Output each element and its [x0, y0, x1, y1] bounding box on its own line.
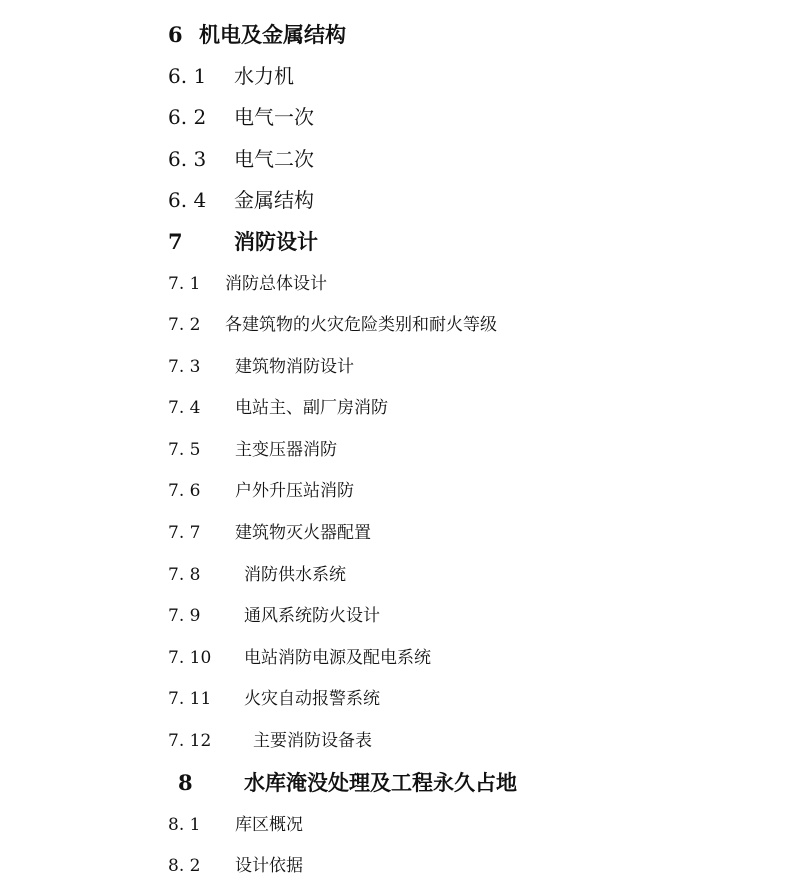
- toc-entry-number: 6. 2: [168, 105, 207, 129]
- toc-entry-title: 消防总体设计: [225, 274, 327, 294]
- toc-entry-title: 库区概况: [235, 815, 303, 835]
- toc-entry-number: 6. 3: [168, 147, 207, 171]
- toc-entry-title: 电站主、副厂房消防: [235, 398, 388, 418]
- toc-entry-number: 7. 9: [168, 606, 201, 626]
- toc-entry-title: 消防供水系统: [244, 565, 346, 585]
- toc-entry-title: 主要消防设备表: [253, 731, 372, 751]
- toc-entry-number: 7. 6: [168, 481, 201, 501]
- toc-entry-title: 机电及金属结构: [199, 22, 346, 47]
- toc-entry-title: 建筑物消防设计: [235, 357, 354, 377]
- toc-entry-title: 电气二次: [234, 147, 314, 171]
- toc-entry-number: 6: [168, 22, 183, 47]
- toc-entry-number: 7. 12: [168, 731, 212, 751]
- toc-entry-title: 水库淹没处理及工程永久占地: [244, 770, 517, 795]
- toc-entry-number: 6. 4: [168, 188, 207, 212]
- toc-entry-number: 8. 1: [168, 815, 201, 835]
- toc-entry-number: 7: [168, 229, 183, 254]
- toc-entry-title: 电气一次: [234, 105, 314, 129]
- toc-entry-title: 电站消防电源及配电系统: [244, 648, 431, 668]
- toc-entry-title: 水力机: [234, 64, 294, 88]
- toc-entry-number: 7. 7: [168, 523, 201, 543]
- toc-entry-title: 火灾自动报警系统: [244, 689, 380, 709]
- toc-entry-number: 7. 11: [168, 689, 212, 709]
- toc-entry-number: 7. 2: [168, 315, 201, 335]
- toc-entry-title: 通风系统防火设计: [244, 606, 380, 626]
- toc-entry-title: 设计依据: [235, 856, 303, 876]
- toc-entry-title: 户外升压站消防: [235, 481, 354, 501]
- toc-entry-title: 金属结构: [234, 188, 314, 212]
- toc-entry-title: 主变压器消防: [235, 440, 337, 460]
- toc-entry-number: 8: [178, 770, 193, 795]
- toc-entry-title: 建筑物灭火器配置: [235, 523, 371, 543]
- toc-entry-title: 各建筑物的火灾危险类别和耐火等级: [225, 315, 497, 335]
- toc-entry-number: 7. 1: [168, 274, 201, 294]
- toc-entry-number: 7. 5: [168, 440, 201, 460]
- toc-entry-number: 7. 4: [168, 398, 201, 418]
- toc-entry-number: 7. 8: [168, 565, 201, 585]
- toc-entry-number: 6. 1: [168, 64, 207, 88]
- toc-entry-number: 8. 2: [168, 856, 201, 876]
- toc-entry-number: 7. 3: [168, 357, 201, 377]
- toc-entry-number: 7. 10: [168, 648, 212, 668]
- toc-entry-title: 消防设计: [234, 229, 318, 254]
